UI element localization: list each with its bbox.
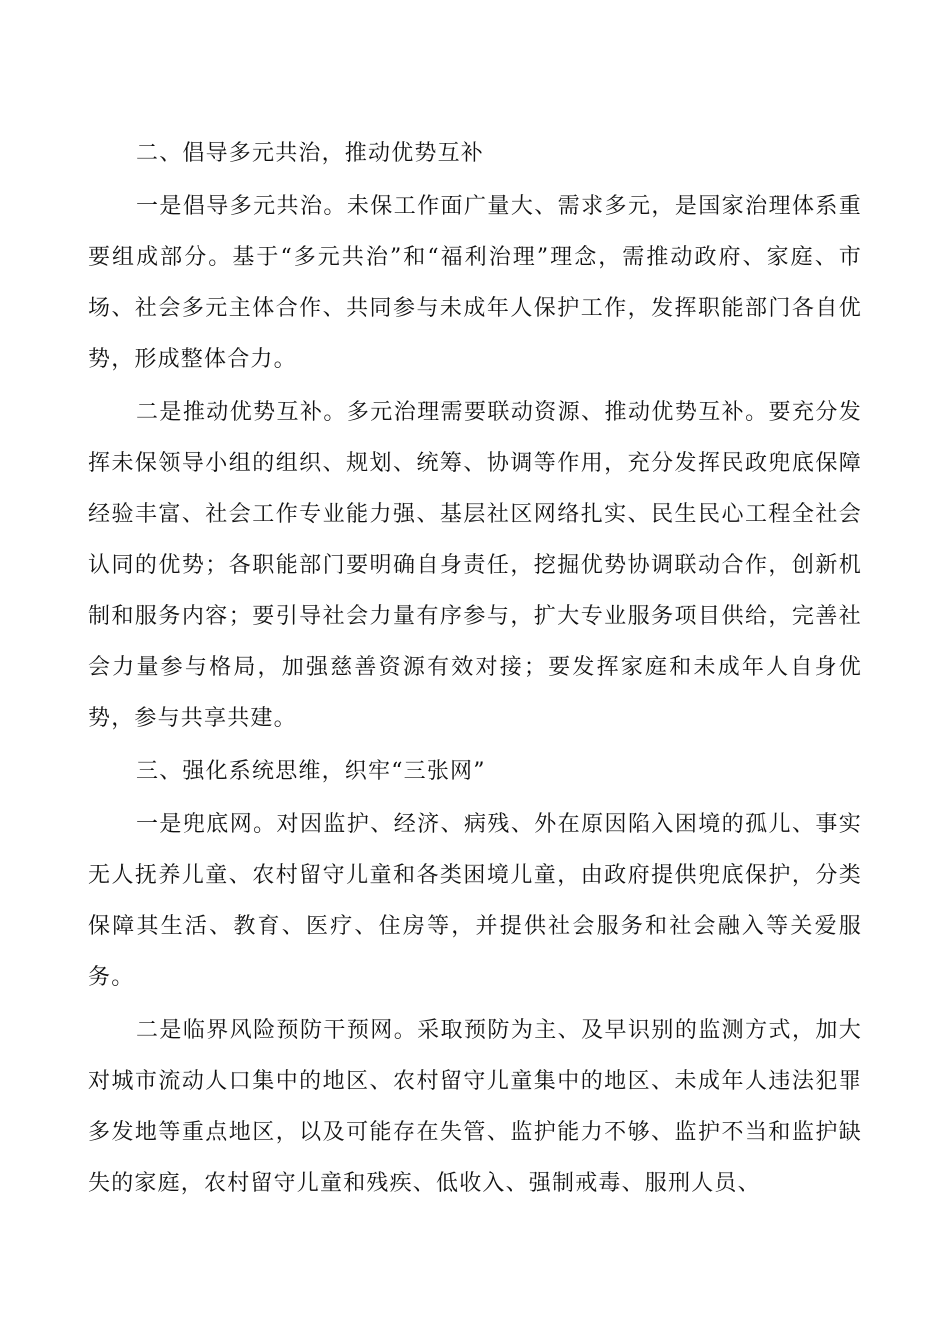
- document-page: [88, 128, 862, 1211]
- section-heading: 三、强化系统思维，织牢“三张网”: [136, 759, 486, 784]
- paragraph: 二是临界风险预防干预网。采取预防为主、及早识别的监测方式，加大对城市流动人口集中的地区、农村留守儿童集中的地区、未成年人违法犯罪多发地等重点地区，以及可能存在失管、监护能力不够、监护不当和监护缺失的家庭，农村留守儿童和残疾、低收入、强制戒毒、服刑人员、: [88, 1018, 862, 1196]
- paragraph: 一是兜底网。对因监护、经济、病残、外在原因陷入困境的孤儿、事实无人抚养儿童、农村留守儿童和各类困境儿童，由政府提供兜底保护，分类保障其生活、教育、医疗、住房等，并提供社会服务和社会融入等关爱服务。: [88, 812, 862, 990]
- section-heading: 二、倡导多元共治，推动优势互补: [136, 141, 485, 166]
- paragraph: 二是推动优势互补。多元治理需要联动资源、推动优势互补。要充分发挥未保领导小组的组织、规划、统筹、协调等作用，充分发挥民政兜底保障经验丰富、社会工作专业能力强、基层社区网络扎实、民生民心工程全社会认同的优势；各职能部门要明确自身责任，挖掘优势协调联动合作，创新机制和服务内容；要引导社会力量有序参与，扩大专业服务项目供给，完善社会力量参与格局，加强慈善资源有效对接；要发挥家庭和未成年人自身优势，参与共享共建。: [88, 400, 862, 731]
- paragraph: 一是倡导多元共治。未保工作面广量大、需求多元，是国家治理体系重要组成部分。基于“多元共治”和“福利治理”理念，需推动政府、家庭、市场、社会多元主体合作、共同参与未成年人保护工作，发挥职能部门各自优势，形成整体合力。: [88, 194, 862, 372]
